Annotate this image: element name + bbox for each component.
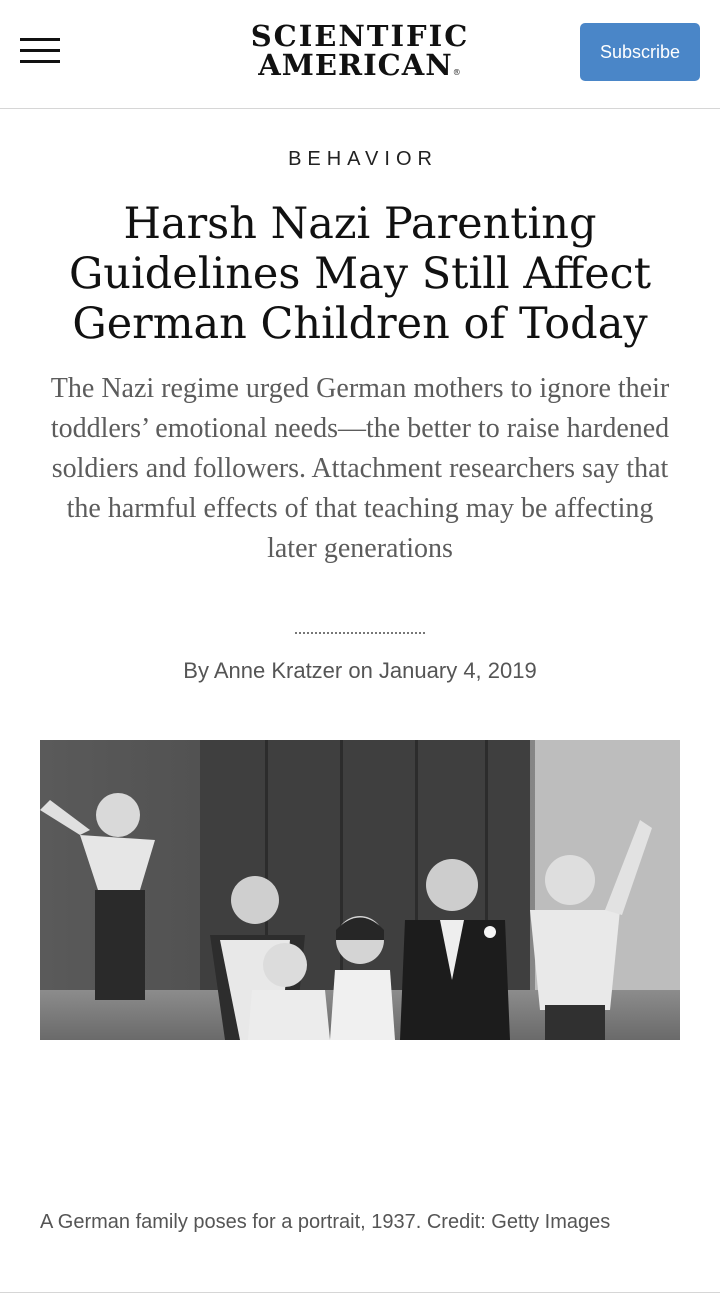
menu-bar	[20, 49, 60, 52]
hamburger-menu-icon[interactable]	[20, 38, 60, 64]
logo-line2-text: AMERICAN	[258, 48, 453, 82]
site-header	[0, 0, 720, 109]
menu-bar	[20, 38, 60, 41]
logo-line2	[240, 48, 480, 87]
site-logo[interactable]	[240, 19, 480, 84]
registered-mark: ®	[452, 68, 462, 77]
hero-photo	[40, 740, 680, 1040]
dotted-divider	[295, 632, 425, 634]
article-dek: The Nazi regime urged German mothers to ignore their toddlers’ emotional needs—the better to raise hardened soldiers and followers. Attachment researchers say that the harmful effects of that teaching may be affecting later generations	[50, 373, 670, 564]
logo-line1: SCIENTIFIC	[250, 19, 470, 53]
photo-caption: A German family poses for a portrait, 1937. Credit: Getty Images	[40, 1211, 611, 1233]
subscribe-button[interactable]: Subscribe	[580, 23, 700, 81]
hero-photo-illustration	[40, 740, 680, 1040]
article-byline: By Anne Kratzer on January 4, 2019	[183, 658, 537, 683]
menu-bar	[20, 60, 60, 63]
section-label[interactable]: BEHAVIOR	[288, 148, 438, 170]
bottom-divider	[0, 1292, 720, 1293]
article-title: Harsh Nazi Parenting Guidelines May Still Affect German Children of Today	[68, 199, 652, 349]
